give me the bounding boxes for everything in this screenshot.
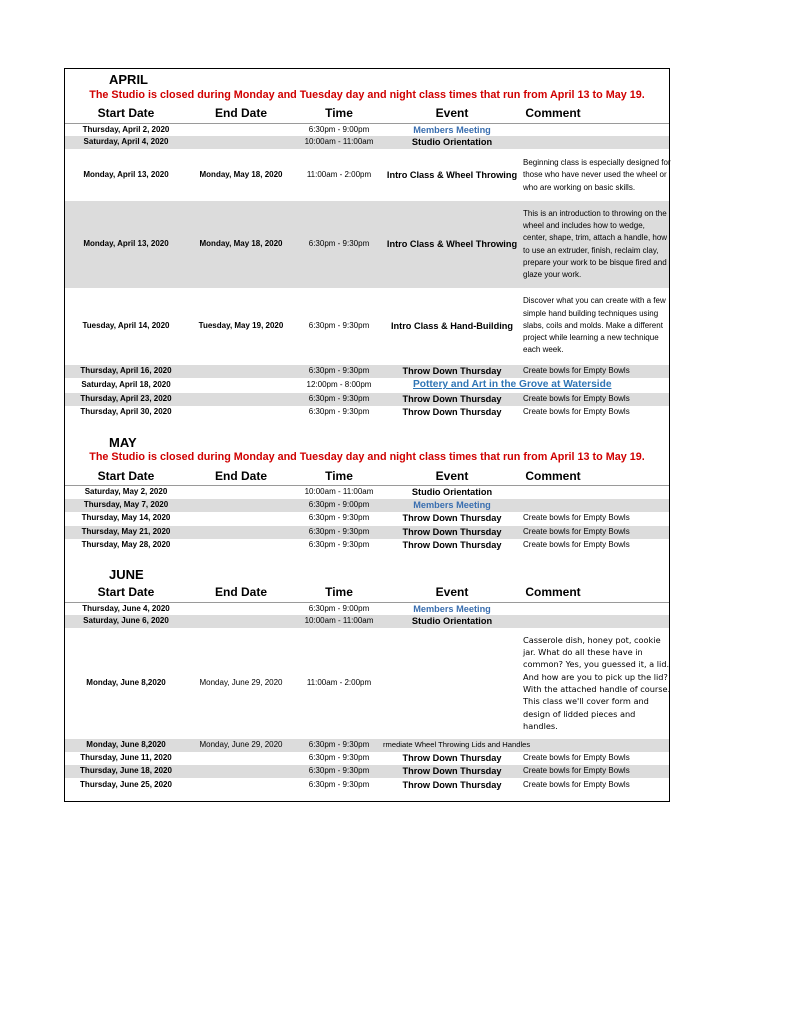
end-date-cell: Monday, June 29, 2020 (199, 740, 283, 750)
header-start-date: Start Date (97, 469, 155, 483)
header-end-date: End Date (214, 106, 267, 120)
end-date-cell (187, 512, 295, 525)
start-date-cell: Saturday, May 2, 2020 (84, 487, 168, 497)
table-row (65, 123, 669, 137)
start-date-cell: Thursday, April 2, 2020 (82, 125, 170, 135)
header-start-date: Start Date (97, 106, 155, 120)
event-cell: rmediate Wheel Throwing Lids and Handles (383, 740, 531, 750)
header-event: Event (435, 585, 469, 599)
event-cell: Studio Orientation (411, 616, 493, 627)
start-date-cell: Monday, June 8,2020 (86, 677, 166, 687)
time-cell: 6:30pm - 9:30pm (308, 740, 370, 750)
table-row (65, 136, 669, 149)
end-date-cell (187, 539, 295, 552)
event-cell: Throw Down Thursday (402, 540, 502, 551)
table-row (65, 628, 669, 738)
end-date-cell (187, 406, 295, 419)
comment-cell: Create bowls for Empty Bowls (523, 513, 630, 523)
table-row (65, 512, 669, 525)
end-date-cell (187, 486, 295, 499)
comment-cell: Create bowls for Empty Bowls (523, 766, 630, 776)
time-cell: 10:00am - 11:00am (304, 137, 374, 147)
time-cell: 6:30pm - 9:30pm (308, 513, 370, 523)
time-cell: 6:30pm - 9:30pm (308, 394, 370, 404)
table-row (65, 365, 669, 378)
event-cell: Intro Class & Wheel Throwing (386, 170, 518, 181)
time-cell: 10:00am - 11:00am (304, 487, 374, 497)
time-cell: 6:30pm - 9:00pm (308, 125, 370, 135)
comment-cell: Create bowls for Empty Bowls (523, 527, 630, 537)
event-cell: Throw Down Thursday (402, 766, 502, 777)
comment-cell: Create bowls for Empty Bowls (523, 540, 630, 550)
time-cell: 6:30pm - 9:30pm (308, 753, 370, 763)
table-header (65, 106, 669, 120)
header-time: Time (325, 106, 353, 120)
table-row (65, 526, 669, 539)
comment-cell: Discover what you can create with a few simple hand building techniques using slabs, coils and molds. Make a different project while learning a new technique each week. (523, 296, 666, 355)
section-title-may: MAY (109, 435, 137, 450)
start-date-cell: Thursday, May 7, 2020 (83, 500, 169, 510)
end-date-cell (187, 365, 295, 378)
time-cell: 11:00am - 2:00pm (306, 677, 372, 687)
header-end-date: End Date (214, 469, 267, 483)
table-row (65, 602, 669, 616)
start-date-cell: Thursday, April 30, 2020 (80, 407, 172, 417)
closure-notice-april: The Studio is closed during Monday and Tuesday day and night class times that run from April 13 to May 19. (89, 89, 645, 101)
time-cell: 6:30pm - 9:30pm (308, 766, 370, 776)
start-date-cell: Thursday, April 23, 2020 (80, 394, 172, 404)
header-time: Time (325, 469, 353, 483)
comment-cell (521, 379, 671, 392)
table-row (65, 539, 669, 552)
event-cell: Members Meeting (413, 125, 491, 136)
header-comment: Comment (525, 469, 581, 483)
time-cell: 6:30pm - 9:30pm (308, 527, 370, 537)
start-date-cell: Thursday, May 14, 2020 (81, 513, 171, 523)
end-date-cell: Tuesday, May 19, 2020 (198, 320, 284, 330)
event-cell: Throw Down Thursday (402, 780, 502, 791)
start-date-cell: Thursday, June 18, 2020 (80, 766, 172, 776)
end-date-cell: Monday, May 18, 2020 (199, 239, 283, 249)
table-row (65, 379, 669, 392)
table-row (65, 485, 669, 499)
event-cell: Members Meeting (413, 500, 491, 511)
time-cell: 6:30pm - 9:30pm (308, 320, 370, 330)
start-date-cell: Thursday, June 11, 2020 (80, 753, 172, 763)
time-cell: 10:00am - 11:00am (304, 616, 374, 626)
table-row (65, 393, 669, 406)
schedule-sheet (64, 68, 670, 802)
comment-cell: Create bowls for Empty Bowls (523, 366, 630, 376)
time-cell: 6:30pm - 9:00pm (308, 604, 370, 614)
comment-cell (521, 739, 671, 752)
table-header (65, 585, 669, 599)
event-cell: Throw Down Thursday (402, 513, 502, 524)
event-cell: Throw Down Thursday (402, 527, 502, 538)
section-title-april: APRIL (109, 72, 148, 87)
comment-cell: Create bowls for Empty Bowls (523, 407, 630, 417)
table-header (65, 469, 669, 483)
comment-cell: This is an introduction to throwing on the wheel and includes how to wedge, center, shape, trim, attach a handle, how to use an extruder, finish, reclaim clay, prepare your work to be bisque fired and glaze your work. (523, 208, 668, 280)
table-row (65, 765, 669, 778)
end-date-cell (187, 499, 295, 512)
end-date-cell (187, 379, 295, 392)
header-time: Time (325, 585, 353, 599)
start-date-cell: Saturday, April 4, 2020 (83, 137, 169, 147)
start-date-cell: Thursday, June 4, 2020 (82, 604, 170, 614)
table-row (65, 406, 669, 419)
table-row (65, 752, 669, 765)
end-date-cell (187, 526, 295, 539)
event-cell: Members Meeting (413, 604, 491, 615)
header-start-date: Start Date (97, 585, 155, 599)
comment-cell: Create bowls for Empty Bowls (523, 780, 630, 790)
end-date-cell (187, 615, 295, 628)
event-cell: Intro Class & Wheel Throwing (386, 239, 518, 250)
time-cell: 6:30pm - 9:00pm (308, 500, 370, 510)
event-cell: Intro Class & Hand-Building (391, 320, 513, 331)
time-cell: 6:30pm - 9:30pm (308, 239, 370, 249)
end-date-cell (187, 752, 295, 765)
end-date-cell (187, 136, 295, 149)
end-date-cell: Monday, May 18, 2020 (199, 170, 283, 180)
start-date-cell: Monday, April 13, 2020 (83, 239, 169, 249)
end-date-cell (187, 765, 295, 778)
end-date-cell (187, 779, 295, 792)
header-comment: Comment (525, 585, 581, 599)
header-comment: Comment (525, 106, 581, 120)
event-cell: Throw Down Thursday (402, 366, 502, 377)
table-row (65, 779, 669, 792)
table-row (65, 499, 669, 512)
start-date-cell: Saturday, April 18, 2020 (81, 380, 171, 390)
event-cell: Studio Orientation (411, 487, 493, 498)
start-date-cell: Thursday, May 21, 2020 (81, 527, 171, 537)
time-cell: 6:30pm - 9:30pm (308, 540, 370, 550)
start-date-cell: Thursday, June 25, 2020 (80, 780, 172, 790)
section-title-june: JUNE (109, 567, 144, 582)
start-date-cell: Monday, June 8,2020 (86, 740, 166, 750)
time-cell: 6:30pm - 9:30pm (308, 407, 370, 417)
comment-cell (521, 136, 671, 149)
start-date-cell: Tuesday, April 14, 2020 (82, 320, 170, 330)
comment-cell: Casserole dish, honey pot, cookie jar. What do all these have in common? Yes, you guessed it, a lid. And how are you to pick up the lid? With the attached handle of course. This class we'll cover form and design of lidded pieces and handles. (523, 634, 671, 731)
closure-notice-may: The Studio is closed during Monday and Tuesday day and night class times that run from April 13 to May 19. (89, 451, 645, 463)
table-row (65, 288, 669, 364)
header-event: Event (435, 469, 469, 483)
comment-cell: Beginning class is especially designed for those who have never used the wheel or who are working on basic skills. (523, 158, 671, 192)
comment-cell (521, 615, 671, 628)
end-date-cell: Monday, June 29, 2020 (199, 677, 283, 687)
time-cell: 6:30pm - 9:30pm (308, 780, 370, 790)
time-cell: 12:00pm - 8:00pm (306, 380, 372, 390)
end-date-cell (187, 393, 295, 406)
table-row (65, 615, 669, 628)
comment-cell: Create bowls for Empty Bowls (523, 753, 630, 763)
comment-cell (521, 499, 671, 512)
time-cell: 11:00am - 2:00pm (306, 170, 372, 180)
header-end-date: End Date (214, 585, 267, 599)
event-cell: Throw Down Thursday (402, 394, 502, 405)
comment-cell: Create bowls for Empty Bowls (523, 394, 630, 404)
event-cell (383, 628, 521, 738)
event-cell: Throw Down Thursday (402, 407, 502, 418)
start-date-cell: Thursday, April 16, 2020 (80, 366, 172, 376)
time-cell: 6:30pm - 9:30pm (308, 366, 370, 376)
start-date-cell: Saturday, June 6, 2020 (83, 616, 169, 626)
header-event: Event (435, 106, 469, 120)
comment-cell (521, 486, 671, 499)
table-row (65, 150, 669, 201)
event-cell: Throw Down Thursday (402, 753, 502, 764)
start-date-cell: Thursday, May 28, 2020 (81, 540, 171, 550)
event-cell: Studio Orientation (411, 137, 493, 148)
table-row (65, 739, 669, 752)
event-link[interactable]: Pottery and Art in the Grove at Waterside (413, 379, 612, 391)
table-row (65, 201, 669, 288)
start-date-cell: Monday, April 13, 2020 (83, 170, 169, 180)
